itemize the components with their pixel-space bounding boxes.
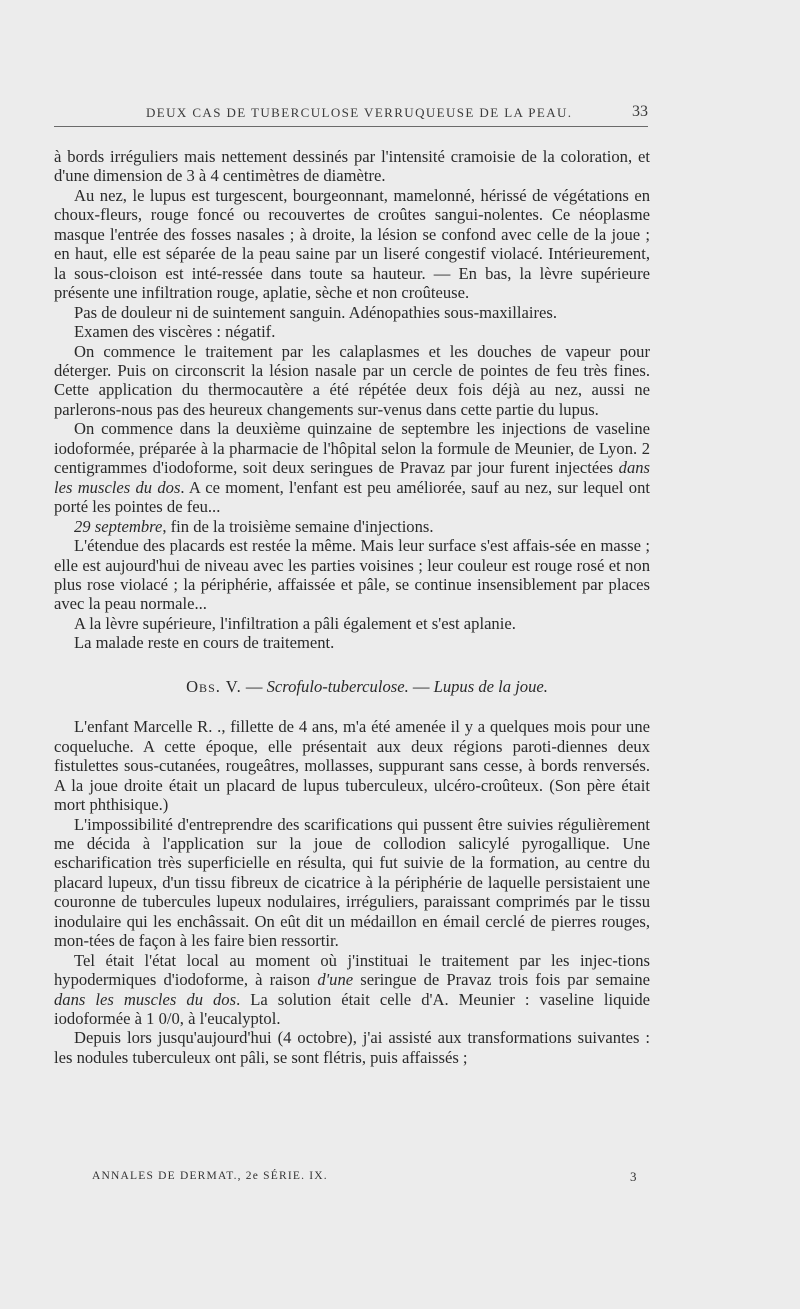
paragraph	[54, 951, 650, 1029]
running-title: DEUX CAS DE TUBERCULOSE VERRUQUEUSE DE LA PEAU.	[146, 105, 573, 120]
italic-run: dans les muscles du dos	[54, 989, 237, 1009]
italic-run: dans les muscles du dos	[54, 458, 650, 497]
paragraph: A la lèvre supérieure, l'infiltration a pâli également et s'est aplanie.	[74, 613, 516, 633]
paragraph	[54, 517, 650, 536]
paragraph: L'impossibilité d'entreprendre des scarifications qui pussent être suivies régulièrement me décida à l'application sur la joue de collodion salicylé pyrogallique. Une escharification très superficielle en résulta, qui fut suivie de la formation, au centre du placard lupeux, d'un tissu fibreux de cicatrice à la périphérie de laquelle persistaient une couronne de tubercules lupeux nodulaires, irréguliers, paraissant comprimés par le tissu inodulaire qui les enchâssait. On eût dit un médaillon en émail cerclé de pierres rouges, mon-tées de façon à les faire bien ressortir.	[54, 814, 650, 951]
observation-heading	[54, 677, 650, 696]
paragraph: à bords irréguliers mais nettement dessinés par l'intensité cramoisie de la coloration, et d'une dimension de 3 à 4 centimètres de diamètre.	[54, 147, 650, 186]
dash: —	[408, 676, 434, 696]
observation-label: Obs. V.	[186, 676, 242, 696]
text-run: . A ce moment, l'enfant est peu améliorée, sauf au nez, sur lequel ont porté les pointes de feu...	[54, 477, 650, 517]
header-rule	[54, 126, 648, 127]
paragraph: La malade reste en cours de traitement.	[74, 633, 335, 653]
paragraph: On commence le traitement par les calaplasmes et les douches de vapeur pour déterger. Puis on circonscrit la lésion nasale par un cercle de pointes de feu très fines. Cette application du thermocautère a été répétée deux fois déjà au nez, aussi ne parlerons-nous pas des heureux changements sur-venus dans cette partie du lupus.	[54, 341, 650, 419]
paragraph	[54, 419, 650, 516]
text-run: seringue de Pravaz trois fois par semaine	[353, 970, 650, 990]
paragraph: L'étendue des placards est restée la même. Mais leur surface s'est affais-sée en masse ; elle est aujourd'hui de niveau avec les parties voisines ; leur couleur est rouge rosé et non plus rose violacé ; la périphérie, affaissée et pâle, se continue insensiblement par places avec la peau normale...	[54, 536, 650, 614]
observation-title-1: Scrofulo-tuberculose.	[266, 676, 409, 696]
paragraph: Pas de douleur ni de suintement sanguin. Adénopathies sous-maxillaires.	[74, 302, 557, 322]
text-run: . La solution était celle d'A. Meunier : vaseline liquide iodoformée à 1 0/0, à l'eucalyptol.	[54, 989, 650, 1029]
italic-run: d'une	[317, 970, 354, 990]
paragraph: L'enfant Marcelle R. ., fillette de 4 ans, m'a été amenée il y a quelques mois pour une coqueluche. A cette époque, elle présentait aux deux régions paroti-diennes deux fistulettes sous-cutanées, rougeâtres, mollasses, suppurant sans cesse, à bords renversés. A la joue droite était un placard de lupus tuberculeux, ulcéro-croûteux. (Son père était mort phthisique.)	[54, 717, 650, 815]
observation-title-2: Lupus de la joue.	[433, 676, 548, 696]
running-head	[54, 103, 648, 125]
paragraph: Depuis lors jusqu'aujourd'hui (4 octobre), j'ai assisté aux transformations suivantes : les nodules tuberculeux ont pâli, se sont flétris, puis affaissés ;	[54, 1028, 650, 1067]
journal-signature: ANNALES DE DERMAT., 2e SÉRIE. IX.	[92, 1170, 328, 1182]
body-text	[54, 147, 650, 1067]
text-run: On commence dans la deuxième quinzaine de septembre les injections de vaseline iodoformée, préparée à la pharmacie de l'hôpital selon la formule de Meunier, de Lyon. 2 centigrammes d'iodoforme, soit deux seringues de Pravaz par jour furent injectées	[54, 419, 650, 478]
paragraph: Examen des viscères : négatif.	[74, 322, 276, 342]
dash: —	[241, 676, 267, 696]
italic-date: 29 septembre	[74, 516, 163, 536]
text-run: Tel était l'état local au moment où j'instituai le traitement par les injec-tions hypodermiques d'iodoforme, à raison	[54, 950, 650, 990]
paragraph: Au nez, le lupus est turgescent, bourgeonnant, mamelonné, hérissé de végétations en choux-fleurs, rouge foncé ou recouvertes de croûtes sangui-nolentes. Ce néoplasme masque l'entrée des fosses nasales ; à droite, la lésion se confond avec celle de la joue ; en haut, elle est séparée de la peau saine par un liseré congestif violacé. Intérieurement, la sous-cloison est inté-ressée dans toute sa hauteur. — En bas, la lèvre supérieure présente une infiltration rouge, aplatie, sèche et non croûteuse.	[54, 185, 650, 303]
text-run: , fin de la troisième semaine d'injections.	[162, 516, 434, 536]
signature-mark: 3	[630, 1169, 637, 1184]
page-number: 33	[632, 103, 648, 120]
